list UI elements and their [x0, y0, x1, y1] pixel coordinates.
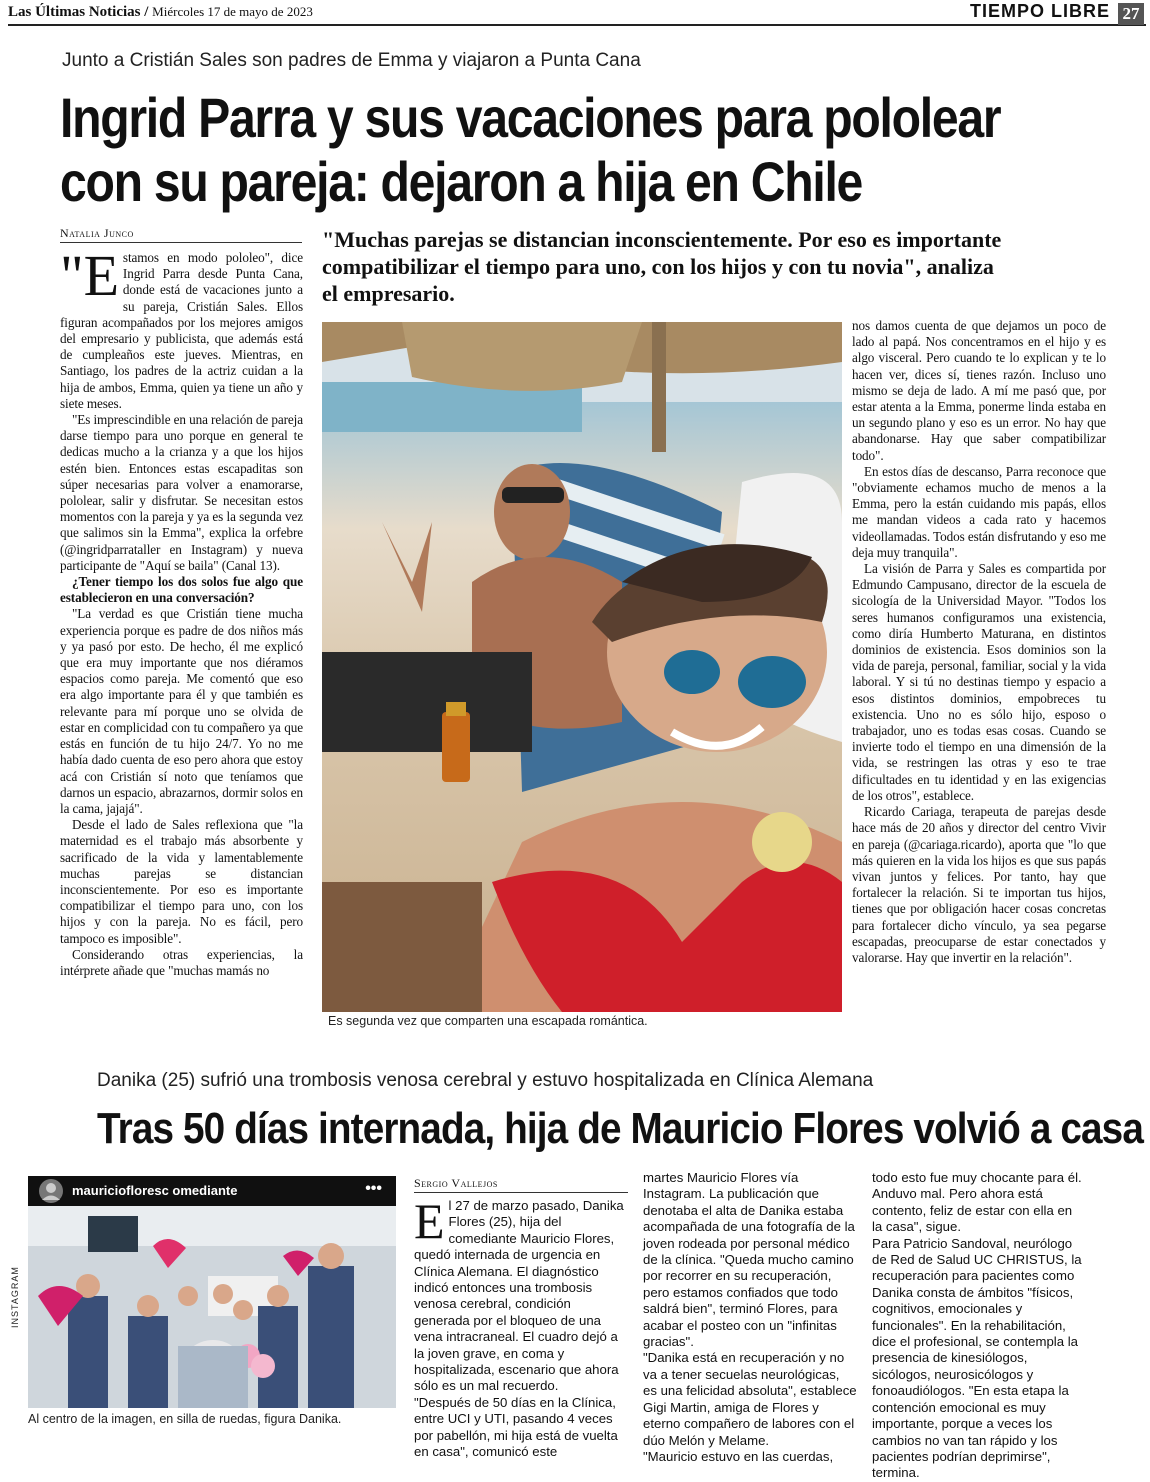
- story1-paragraph: En estos días de descanso, Parra reconoce que "obviamente echamos mucho de menos a la Emma, pero la están cuidando mis papás, ellos me mandan videos a cada rato y hacemos videollamadas. Todos están disfrutando y eso me deja muy tranquila".: [852, 463, 1106, 560]
- story2-column1: [414, 1193, 628, 1461]
- story1-column1: [60, 243, 303, 979]
- story2-lead-paragraph: [414, 1193, 628, 1395]
- story1-question: ¿Tener tiempo los dos solos fue algo que establecieron en una conversación?: [60, 574, 303, 606]
- story1-headline-line2: con su pareja: dejaron a hija en Chile: [60, 150, 863, 213]
- story1-kicker: Junto a Cristián Sales son padres de Emma y viajaron a Punta Cana: [62, 50, 641, 71]
- more-options-icon: •••: [365, 1180, 382, 1197]
- story1-paragraph: Desde el lado de Sales reflexiona que "la maternidad es el trabajo más absorbente y sacrificado de la vida y lamentablemente muchas parejas se distancian inconscientemente. Por eso es importante compatibilizar el tiempo para uno, con los hijos y con la pareja. No es fácil, pero tampoco es imposible".: [60, 817, 303, 946]
- story2-photo-instagram-post: [28, 1176, 396, 1408]
- story1-byline: Natalia Junco: [60, 226, 302, 243]
- story1-dropcap: "E: [60, 243, 119, 308]
- story2-byline: Sergio Vallejos: [414, 1176, 628, 1193]
- section-name: TIEMPO LIBRE: [969, 1, 1110, 21]
- story1-photo-beach-selfie: [322, 322, 842, 1012]
- instagram-post-header: [28, 1176, 396, 1206]
- story2-paragraph: Para Patricio Sandoval, neurólogo de Red de Salud UC CHRISTUS, la recuperación para pacientes como Danika consta de ámbitos "físicos, cognitivos, emocionales y funcionales". En la rehabilitación, dice el profesional, se contempla la presencia de kinesiólogos, sicólogos, neurosicólogos y fonoaudiólogos. "En esta etapa la contención emocional es muy importante, porque a veces los cambios no van tan rápido y los pacientes podrían deprimirse", termina.: [872, 1235, 1082, 1481]
- story1-paragraph: "Es imprescindible en una relación de pareja darse tiempo para uno porque en general te dedicas mucho a la crianza y a que los hijos estén bien. Entonces estas escapaditas son súper necesarias para volver a enamorarse, pololear, salir y disfrutar. Se necesitan estos momentos con la pareja y ya es la segunda vez que salimos sin la Emma", explica la orfebre (@ingridparrataller en Instagram) y nueva participante de "Aquí se baila" (Canal 13).: [60, 412, 303, 573]
- story1-column3: [852, 318, 1106, 966]
- story2-paragraph: "Danika está en recuperación y no va a tener secuelas neurológicas, es una felicidad absoluta", establece Gigi Martin, amiga de Flores y eterno compañero de labores con el dúo Melón y Melame.: [643, 1350, 857, 1448]
- story2-kicker: Danika (25) sufrió una trombosis venosa cerebral y estuvo hospitalizada en Clínica Alemana: [97, 1070, 874, 1091]
- story2-lead-text: l 27 de marzo pasado, Danika Flores (25), hija del comediante Mauricio Flores, quedó internada de urgencia en Clínica Alemana. El diagnóstico indicó entonces una trombosis venosa cerebral, condición generada por el bloqueo de una vena intracraneal. El cuadro dejó a la joven grave, en coma y hospitalizada, escenario que ahora sólo es un mal recuerdo.: [414, 1198, 624, 1394]
- story2-column3: [872, 1170, 1086, 1482]
- publication-date: Miércoles 17 de mayo de 2023: [152, 4, 313, 19]
- story1-pullquote: "Muchas parejas se distancian inconscientemente. Por eso es importante compatibilizar el tiempo para uno, con los hijos y con tu novia", analiza el empresario.: [322, 227, 1002, 306]
- story2-paragraph: "Mauricio estuvo en las cuerdas,: [643, 1448, 834, 1464]
- story1-lead-text: stamos en modo pololeo", dice Ingrid Parra desde Punta Cana, donde está de vacaciones junto a su pareja, Cristián Sales. Ellos figuran acompañados por los mejores amigos del empresario y publicista, que además está de cumpleaños este jueves. Mientras, en Santiago, los padres de la actriz cuidan a la hija de ambos, Emma, quien ya tiene un año y siete meses.: [60, 250, 303, 411]
- story1-paragraph: La visión de Parra y Sales es compartida por Edmundo Campusano, director de la escuela de sicología de la Universidad Mayor. "Todos los seres humanos configuramos una existencia, como diría Humberto Maturana, en distintos dominios de existencia. Esos dominios son la vida de pareja, personal, familiar, social y la vida laboral. Y si tú no destinas tiempo y espacio a esos distintos dominios, empobreces tu existencia. Uno no es sólo hijo, esposo o trabajador, uno es todas esas cosas. Cuando se invierte todo el tiempo en una dimensión de la vida, se restringen las otras y eso te trae dificultades en tu identidad y en las exigencias de los otros", establece.: [852, 561, 1106, 803]
- hospital-group-illustration: [28, 1206, 396, 1408]
- story2-headline: Tras 50 días internada, hija de Mauricio Flores volvió a casa: [97, 1104, 1143, 1153]
- avatar: [38, 1178, 64, 1204]
- story1-paragraph: "La verdad es que Cristián tiene mucha experiencia porque es padre de dos niños más y ya pasó por esto. De hecho, él me explicó que era muy importante que nos diéramos espacios como pareja. Me comentó que eso era algo importante para él y que también es relevante para mí porque uno se olvida de estar en complicidad con tu compañero ya que estás en función de tu hijo 24/7. Yo no me había dado cuenta de eso pero ahora que estoy acá con Cristián sí noto que teníamos que darnos un espacio, abrazarnos, dormir solos en la cama, jajajá".: [60, 606, 303, 816]
- story2-paragraph: "Después de 50 días en la Clínica, entre UCI y UTI, pasando 4 veces por pabellón, mi hija está de vuelta en casa", comunicó este: [414, 1394, 618, 1460]
- publication-name: Las Últimas Noticias: [8, 4, 141, 20]
- story1-lead-paragraph: [60, 243, 303, 412]
- story1-paragraph: nos damos cuenta de que dejamos un poco de lado al papá. Nos concentramos en el hijo y es algo visceral. Pero cuando te lo explican y te lo hacen ver, dices sí, tienes razón. Incluso uno mismo se deja de lado. A mí me pasó que, por estar atenta a la Emma, ponerme linda estaba en un segundo plano y eso es un error. No hay que abandonarse. Hay que saber compatibilizar todo".: [852, 318, 1106, 463]
- story2-paragraph: martes Mauricio Flores vía Instagram. La publicación que denotaba el alta de Danika estaba acompañada de una fotografía de la joven rodeada por personal médico de la clínica. "Queda mucho camino por recorrer en su recuperación, pero estamos confiados que todo saldrá bien", terminó Flores, para acabar el posteo con un "infinitas gracias".: [643, 1170, 855, 1350]
- story2-paragraph: todo esto fue muy chocante para él. Anduvo mal. Pero ahora está contento, feliz de estar con ella en la casa", sigue.: [872, 1170, 1082, 1235]
- beach-photo-illustration: [322, 322, 842, 1012]
- story1-paragraph: Considerando otras experiencias, la intérprete añade que "muchas mamás no: [60, 946, 303, 978]
- story2-dropcap: E: [414, 1193, 445, 1249]
- photo-credit: INSTAGRAM: [10, 1266, 20, 1328]
- story2-photo-caption: Al centro de la imagen, en silla de ruedas, figura Danika.: [28, 1412, 342, 1426]
- story2-column2: [643, 1170, 857, 1465]
- story1-photo-caption: Es segunda vez que comparten una escapada romántica.: [328, 1014, 648, 1028]
- story1-paragraph: Ricardo Cariaga, terapeuta de parejas desde hace más de 20 años y director del centro Vivir en pareja (@cariaga.ricardo), aporta que "lo que más quieren en la vida los hijos es que sus papás vivan juntos y felices. Por tanto, hay que fortalecer la relación. Si te importan tus hijos, tienes que por obligación hacer cosas concretas para fortalecer dicho vínculo, ya sea pegarse escapadas, preocuparse de estar conectados y valorarse. Hay que invertir en la relación".: [852, 804, 1106, 965]
- story1-headline: [60, 86, 1001, 214]
- publication-line: Las Últimas Noticias / Miércoles 17 de mayo de 2023: [8, 4, 313, 20]
- story1-headline-line1: Ingrid Parra y sus vacaciones para pololear: [60, 86, 1001, 149]
- page-number: 27: [1118, 3, 1144, 25]
- instagram-handle: mauriciofloresc omediante: [72, 1183, 238, 1198]
